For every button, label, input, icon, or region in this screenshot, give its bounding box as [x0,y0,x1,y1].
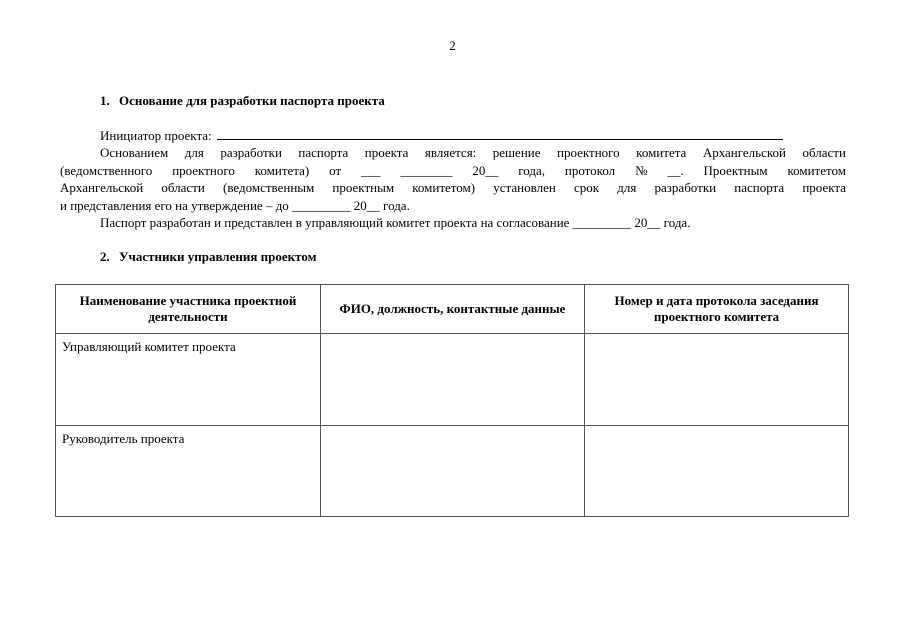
text-word: паспорта [298,145,349,161]
text-word: разработки [654,180,717,196]
header-participant: Наименование участника проектной деятельности [56,285,321,334]
table-cell: Руководитель проекта [56,425,321,517]
basis-line-2 [60,162,846,179]
section-title: Участники управления проектом [119,249,317,264]
text-word: комитетом) [412,180,476,196]
section-number: 2. [100,249,110,264]
text-word: комитета [636,145,687,161]
text-word: проекта [364,145,409,161]
text-word: (ведомственного [60,162,153,178]
header-contacts: ФИО, должность, контактные данные [321,285,585,334]
basis-line-1 [60,144,846,161]
basis-line-4: и представления его на утверждение – до _________ 20__ года. [60,197,410,213]
section-heading-basis [100,93,385,109]
text-word: года, [518,162,545,178]
text-word: Архангельской [60,180,144,196]
header-protocol: Номер и дата протокола заседания проектного комитета [585,285,849,334]
text-word: ________ [400,162,453,178]
initiator-blank[interactable] [217,127,783,140]
section-number: 1. [100,93,110,108]
text-word: Архангельской [702,145,786,161]
text-word: 20__ [472,162,499,178]
text-word: комитета) [254,162,310,178]
text-word: Проектным [703,162,768,178]
text-word: комитетом [787,162,846,178]
table-header-row [56,285,849,334]
table-cell[interactable] [585,425,849,517]
text-word: разработки [220,145,282,161]
text-word: проектного [557,145,620,161]
section-heading-participants [100,249,316,265]
table-cell[interactable] [321,334,585,426]
table-cell: Управляющий комитет проекта [56,334,321,426]
text-word: области [802,145,846,161]
text-word: установлен [493,180,556,196]
text-word: является: [424,145,477,161]
text-word: для [184,145,204,161]
page-number: 2 [449,38,456,53]
text-word: проектного [172,162,235,178]
text-word: Основанием [100,145,169,161]
submission-line: Паспорт разработан и представлен в управляющий комитет проекта на согласование _________ 20__ года. [100,215,691,231]
initiator-label: Инициатор проекта: [100,128,212,143]
section-title: Основание для разработки паспорта проекта [119,93,385,108]
text-word: № [635,162,648,178]
basis-line-3 [60,179,846,196]
participants-table [55,284,849,517]
table-row [56,334,849,426]
initiator-line [60,127,846,144]
text-word: от [329,162,342,178]
text-word: __. [667,162,684,178]
text-word: области [161,180,205,196]
text-word: (ведомственным [223,180,315,196]
text-word: проектным [332,180,395,196]
participants-table-wrap [55,284,848,517]
table-row [56,425,849,517]
text-word: ___ [361,162,381,178]
text-word: решение [492,145,541,161]
text-word: срок [573,180,600,196]
table-cell[interactable] [321,425,585,517]
table-cell[interactable] [585,334,849,426]
text-word: протокол [564,162,616,178]
text-word: для [617,180,637,196]
text-word: паспорта [734,180,785,196]
text-word: проекта [802,180,846,196]
basis-text-block [60,127,846,231]
